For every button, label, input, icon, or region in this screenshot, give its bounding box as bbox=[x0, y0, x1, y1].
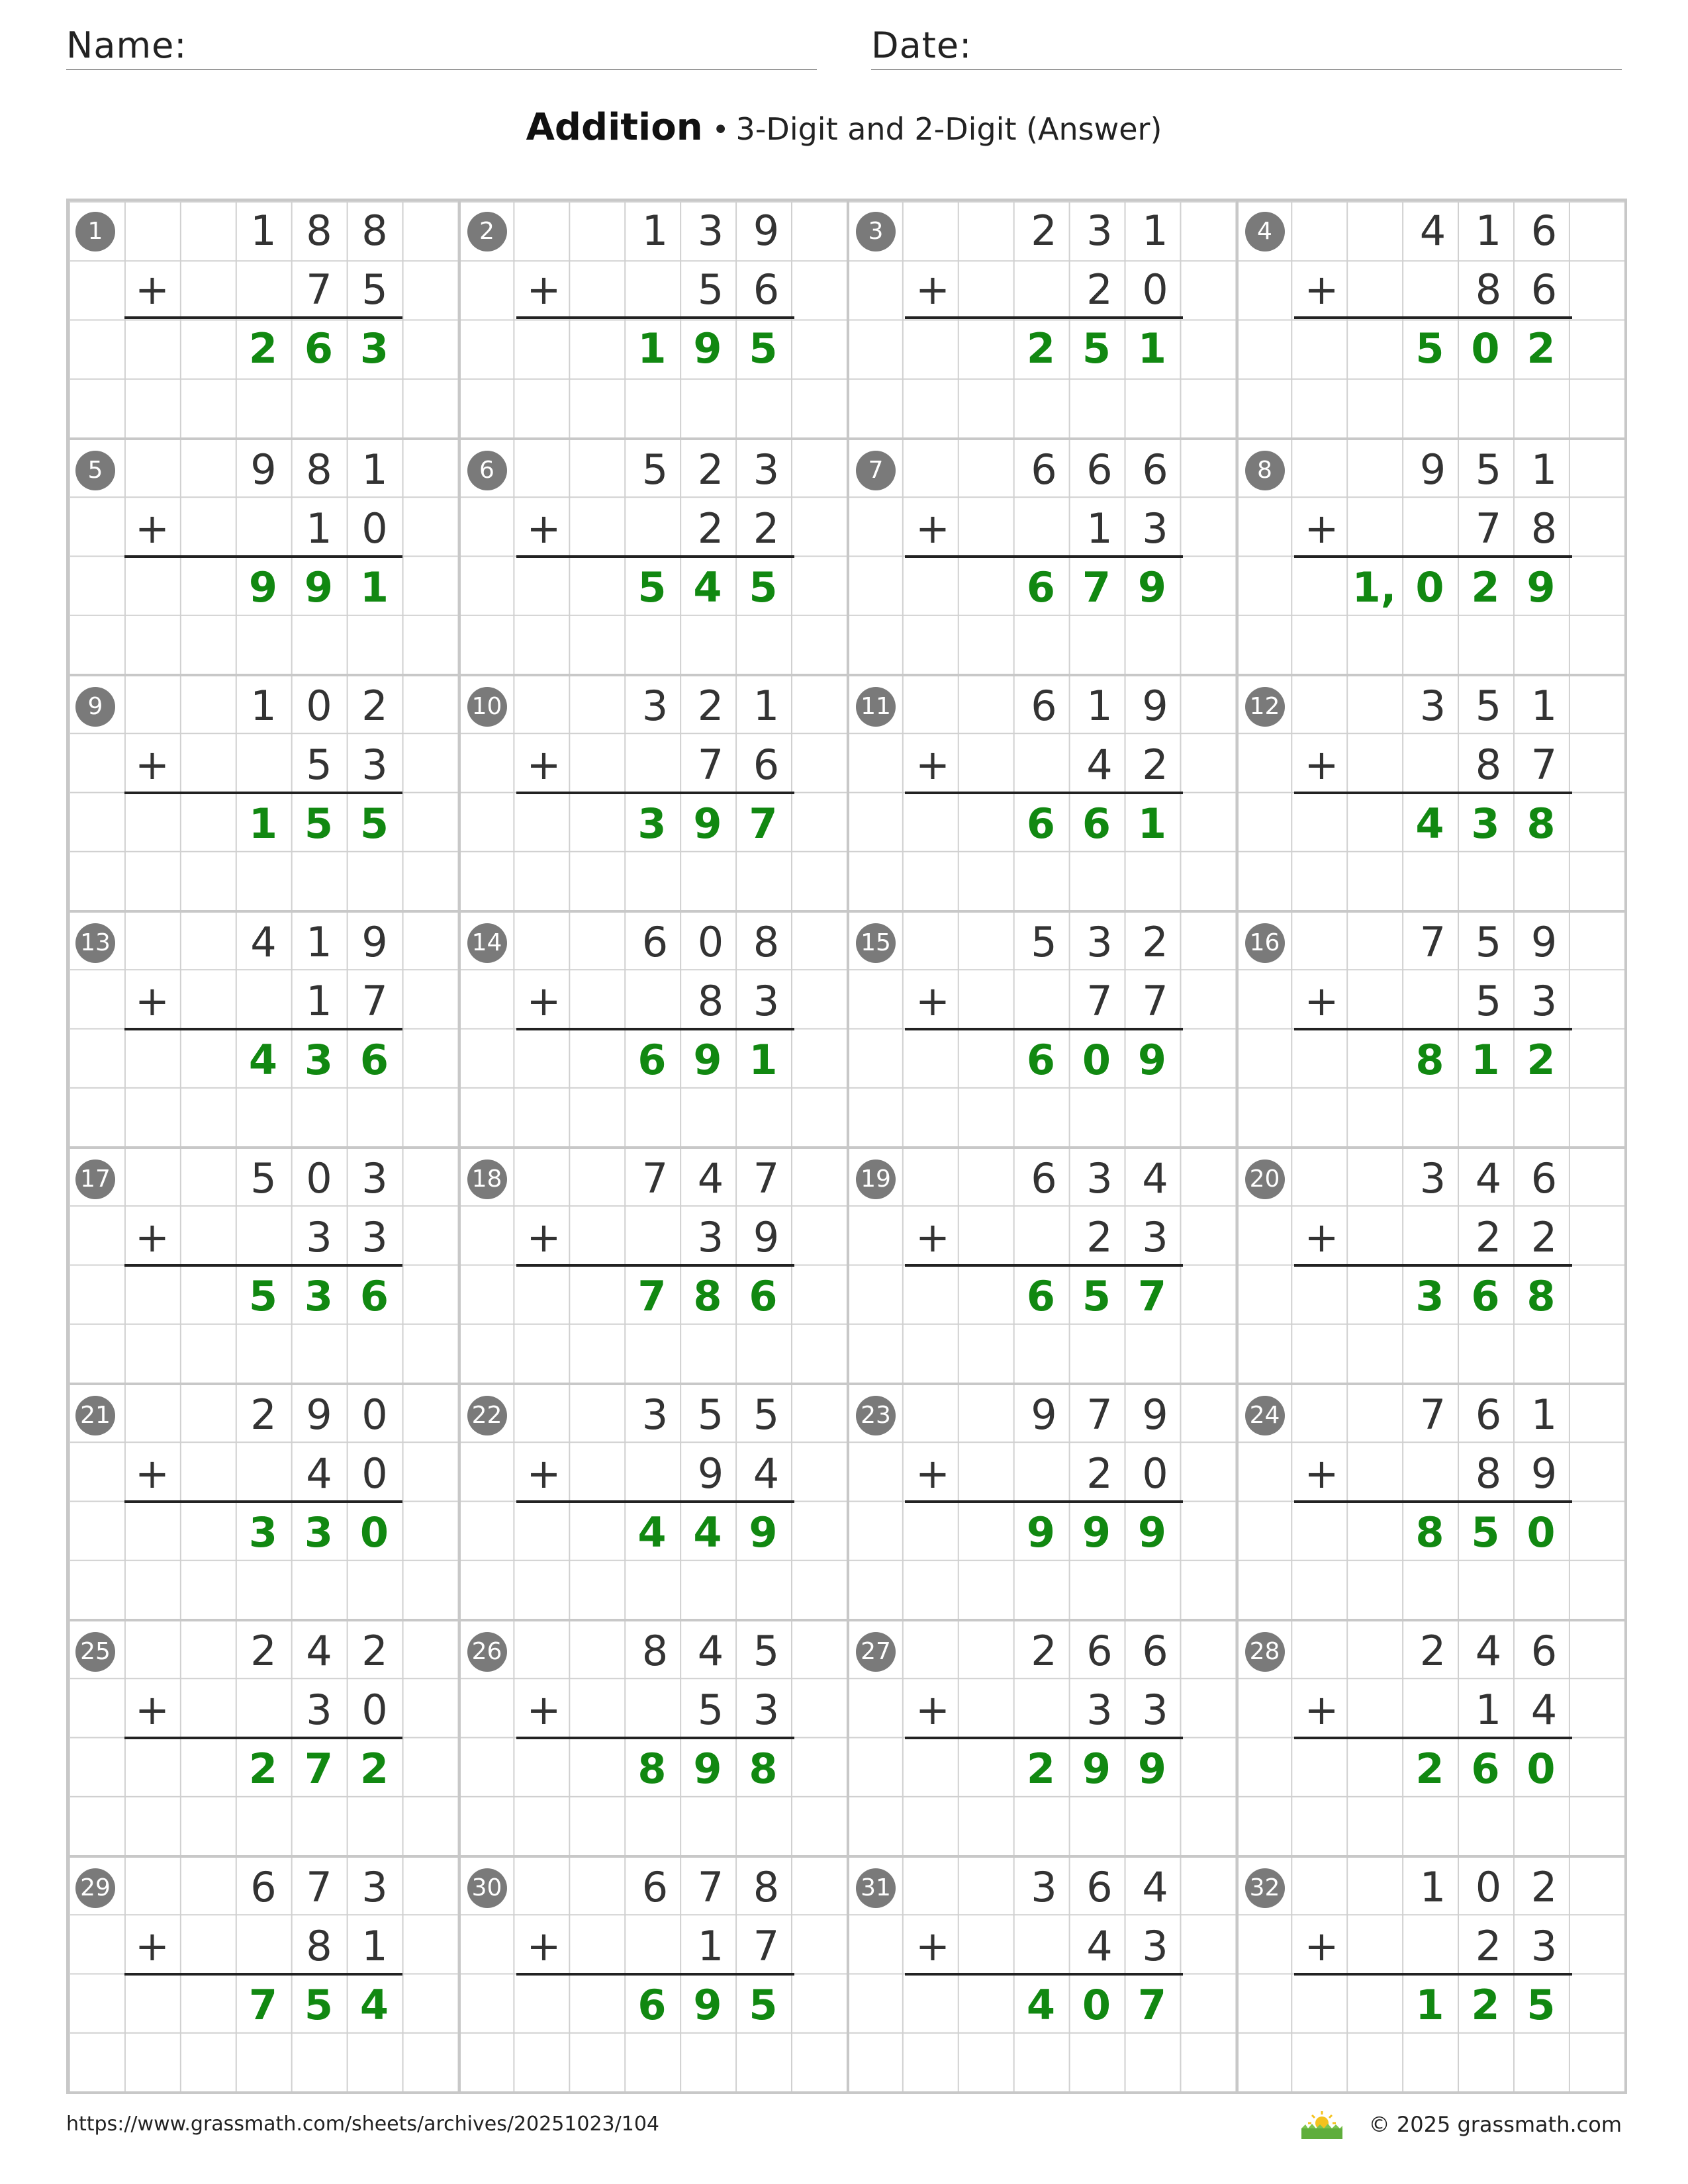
problem-number-badge: 2 bbox=[467, 212, 507, 251]
addend-bottom: 1 7 bbox=[697, 1922, 780, 1970]
problem-5 bbox=[69, 437, 458, 674]
addend-top: 6 1 9 bbox=[1031, 682, 1168, 730]
answer: 8 1 2 bbox=[1415, 1036, 1556, 1084]
addend-top: 4 1 6 bbox=[1419, 206, 1558, 255]
addend-bottom: 8 7 bbox=[1475, 741, 1558, 789]
problem-31 bbox=[847, 1855, 1236, 2091]
addend-top: 5 3 2 bbox=[1031, 918, 1168, 966]
addend-top: 4 1 9 bbox=[250, 918, 388, 966]
addend-bottom: 8 9 bbox=[1475, 1449, 1558, 1498]
addend-bottom: 8 3 bbox=[697, 977, 780, 1025]
plus-sign: + bbox=[915, 977, 950, 1025]
addend-top: 3 5 1 bbox=[1419, 682, 1558, 730]
addend-top: 7 5 9 bbox=[1419, 918, 1558, 966]
addend-top: 2 6 6 bbox=[1031, 1627, 1168, 1675]
problem-number-badge: 31 bbox=[856, 1868, 896, 1908]
addend-top: 9 5 1 bbox=[1419, 445, 1558, 494]
problem-1 bbox=[69, 201, 458, 437]
footer-copyright: © 2025 grassmath.com bbox=[1368, 2112, 1622, 2137]
answer: 1 9 5 bbox=[637, 324, 778, 373]
problem-number-badge: 3 bbox=[856, 212, 896, 251]
addend-bottom: 2 0 bbox=[1086, 265, 1168, 314]
plus-sign: + bbox=[915, 741, 950, 789]
problem-30 bbox=[458, 1855, 847, 2091]
addend-bottom: 3 9 bbox=[697, 1213, 780, 1261]
addend-bottom: 8 6 bbox=[1475, 265, 1558, 314]
plus-sign: + bbox=[1304, 741, 1339, 789]
addend-bottom: 5 6 bbox=[697, 265, 780, 314]
addend-top: 2 4 6 bbox=[1419, 1627, 1558, 1675]
plus-sign: + bbox=[526, 1686, 561, 1734]
addend-top: 2 4 2 bbox=[250, 1627, 388, 1675]
addend-bottom: 4 0 bbox=[306, 1449, 388, 1498]
addend-top: 6 6 6 bbox=[1031, 445, 1168, 494]
addend-top: 5 0 3 bbox=[250, 1154, 388, 1203]
problem-14 bbox=[458, 910, 847, 1146]
answer: 2 7 2 bbox=[248, 1745, 389, 1793]
problem-26 bbox=[458, 1619, 847, 1855]
problem-21 bbox=[69, 1383, 458, 1619]
problem-number-badge: 13 bbox=[75, 923, 115, 963]
problem-24 bbox=[1236, 1383, 1625, 1619]
answer: 7 8 6 bbox=[637, 1272, 778, 1320]
problem-19 bbox=[847, 1146, 1236, 1383]
addend-bottom: 5 3 bbox=[1475, 977, 1558, 1025]
problem-number-badge: 1 bbox=[75, 212, 115, 251]
addend-top: 6 7 3 bbox=[250, 1863, 388, 1911]
problem-6 bbox=[458, 437, 847, 674]
answer: 3 6 8 bbox=[1415, 1272, 1556, 1320]
problem-25 bbox=[69, 1619, 458, 1855]
name-field[interactable] bbox=[66, 24, 817, 70]
problem-number-badge: 21 bbox=[75, 1396, 115, 1435]
plus-sign: + bbox=[135, 1686, 169, 1734]
plus-sign: + bbox=[915, 265, 950, 314]
problem-number-badge: 11 bbox=[856, 687, 896, 727]
answer: 4 3 6 bbox=[248, 1036, 389, 1084]
addend-bottom: 2 2 bbox=[1475, 1213, 1558, 1261]
plus-sign: + bbox=[1304, 504, 1339, 553]
addend-bottom: 2 2 bbox=[697, 504, 780, 553]
addend-top: 7 6 1 bbox=[1419, 1390, 1558, 1439]
answer: 6 9 5 bbox=[637, 1981, 778, 2029]
answer: 5 0 2 bbox=[1415, 324, 1556, 373]
addend-top: 6 0 8 bbox=[641, 918, 780, 966]
addend-top: 3 2 1 bbox=[641, 682, 780, 730]
problem-number-badge: 25 bbox=[75, 1632, 115, 1672]
date-label: Date: bbox=[871, 24, 972, 66]
answer: 2 9 9 bbox=[1026, 1745, 1167, 1793]
problem-8 bbox=[1236, 437, 1625, 674]
addend-top: 2 3 1 bbox=[1031, 206, 1168, 255]
addend-top: 1 3 9 bbox=[641, 206, 780, 255]
answer: 3 3 0 bbox=[248, 1508, 389, 1557]
addend-bottom: 1 3 bbox=[1086, 504, 1168, 553]
plus-sign: + bbox=[135, 1449, 169, 1498]
problem-18 bbox=[458, 1146, 847, 1383]
problem-12 bbox=[1236, 674, 1625, 910]
addend-bottom: 2 0 bbox=[1086, 1449, 1168, 1498]
addend-bottom: 5 3 bbox=[306, 741, 388, 789]
problem-number-badge: 18 bbox=[467, 1160, 507, 1199]
addend-bottom: 7 8 bbox=[1475, 504, 1558, 553]
answer: 1 5 5 bbox=[248, 799, 389, 848]
addend-bottom: 4 2 bbox=[1086, 741, 1168, 789]
answer: 2 6 0 bbox=[1415, 1745, 1556, 1793]
answer: 4 4 9 bbox=[637, 1508, 778, 1557]
plus-sign: + bbox=[135, 1213, 169, 1261]
problem-number-badge: 19 bbox=[856, 1160, 896, 1199]
answer: 9 9 1 bbox=[248, 563, 389, 612]
addend-bottom: 7 7 bbox=[1086, 977, 1168, 1025]
addend-bottom: 1 7 bbox=[306, 977, 388, 1025]
addend-top: 3 5 5 bbox=[641, 1390, 780, 1439]
plus-sign: + bbox=[526, 1213, 561, 1261]
plus-sign: + bbox=[915, 504, 950, 553]
plus-sign: + bbox=[1304, 1213, 1339, 1261]
answer: 6 5 7 bbox=[1026, 1272, 1167, 1320]
plus-sign: + bbox=[135, 1922, 169, 1970]
plus-sign: + bbox=[1304, 977, 1339, 1025]
plus-sign: + bbox=[526, 741, 561, 789]
plus-sign: + bbox=[1304, 1449, 1339, 1498]
problem-number-badge: 15 bbox=[856, 923, 896, 963]
problem-7 bbox=[847, 437, 1236, 674]
addend-bottom: 4 3 bbox=[1086, 1922, 1168, 1970]
problem-grid bbox=[66, 199, 1627, 2094]
problem-number-badge: 30 bbox=[467, 1868, 507, 1908]
answer: 5 3 6 bbox=[248, 1272, 389, 1320]
problem-number-badge: 16 bbox=[1245, 923, 1285, 963]
problem-number-badge: 22 bbox=[467, 1396, 507, 1435]
plus-sign: + bbox=[915, 1213, 950, 1261]
addend-top: 3 4 6 bbox=[1419, 1154, 1558, 1203]
addend-bottom: 1 4 bbox=[1475, 1686, 1558, 1734]
plus-sign: + bbox=[915, 1686, 950, 1734]
plus-sign: + bbox=[526, 1449, 561, 1498]
title-subtitle: 3-Digit and 2-Digit (Answer) bbox=[735, 111, 1162, 147]
problem-number-badge: 20 bbox=[1245, 1160, 1285, 1199]
answer: 5 4 5 bbox=[637, 563, 778, 612]
problem-number-badge: 4 bbox=[1245, 212, 1285, 251]
addend-top: 9 7 9 bbox=[1031, 1390, 1168, 1439]
addend-bottom: 7 6 bbox=[697, 741, 780, 789]
problem-number-badge: 23 bbox=[856, 1396, 896, 1435]
problem-number-badge: 29 bbox=[75, 1868, 115, 1908]
problem-16 bbox=[1236, 910, 1625, 1146]
problem-number-badge: 26 bbox=[467, 1632, 507, 1672]
answer: 2 6 3 bbox=[248, 324, 389, 373]
footer-url[interactable]: https://www.grassmath.com/sheets/archives/20251023/104 bbox=[66, 2113, 660, 2136]
addend-top: 7 4 7 bbox=[641, 1154, 780, 1203]
plus-sign: + bbox=[1304, 1686, 1339, 1734]
addend-top: 1 8 8 bbox=[250, 206, 388, 255]
answer: 4 3 8 bbox=[1415, 799, 1556, 848]
problem-22 bbox=[458, 1383, 847, 1619]
footer-brand bbox=[1299, 2109, 1622, 2140]
addend-bottom: 8 1 bbox=[306, 1922, 388, 1970]
plus-sign: + bbox=[526, 265, 561, 314]
addend-top: 3 6 4 bbox=[1031, 1863, 1168, 1911]
problem-number-badge: 9 bbox=[75, 687, 115, 727]
problem-9 bbox=[69, 674, 458, 910]
plus-sign: + bbox=[135, 504, 169, 553]
title-main: Addition bbox=[526, 106, 703, 149]
answer: 1 2 5 bbox=[1415, 1981, 1556, 2029]
problem-4 bbox=[1236, 201, 1625, 437]
problem-number-badge: 6 bbox=[467, 451, 507, 490]
answer: 6 7 9 bbox=[1026, 563, 1167, 612]
addend-bottom: 9 4 bbox=[697, 1449, 780, 1498]
answer: 8 9 8 bbox=[637, 1745, 778, 1793]
addend-bottom: 2 3 bbox=[1475, 1922, 1558, 1970]
addend-top: 6 3 4 bbox=[1031, 1154, 1168, 1203]
name-label: Name: bbox=[66, 24, 187, 66]
problem-number-badge: 10 bbox=[467, 687, 507, 727]
addend-top: 2 9 0 bbox=[250, 1390, 388, 1439]
answer: 3 9 7 bbox=[637, 799, 778, 848]
problem-number-badge: 14 bbox=[467, 923, 507, 963]
addend-bottom: 3 0 bbox=[306, 1686, 388, 1734]
worksheet-title bbox=[0, 106, 1688, 149]
addend-top: 9 8 1 bbox=[250, 445, 388, 494]
problem-number-badge: 28 bbox=[1245, 1632, 1285, 1672]
problem-number-badge: 7 bbox=[856, 451, 896, 490]
problem-number-badge: 5 bbox=[75, 451, 115, 490]
addend-bottom: 3 3 bbox=[1086, 1686, 1168, 1734]
answer: 9 9 9 bbox=[1026, 1508, 1167, 1557]
problem-number-badge: 12 bbox=[1245, 687, 1285, 727]
problem-10 bbox=[458, 674, 847, 910]
problem-17 bbox=[69, 1146, 458, 1383]
problem-28 bbox=[1236, 1619, 1625, 1855]
problem-27 bbox=[847, 1619, 1236, 1855]
problem-number-badge: 32 bbox=[1245, 1868, 1285, 1908]
plus-sign: + bbox=[135, 741, 169, 789]
addend-top: 8 4 5 bbox=[641, 1627, 780, 1675]
addend-top: 5 2 3 bbox=[641, 445, 780, 494]
addend-bottom: 7 5 bbox=[306, 265, 388, 314]
plus-sign: + bbox=[1304, 1922, 1339, 1970]
problem-32 bbox=[1236, 1855, 1625, 2091]
plus-sign: + bbox=[526, 977, 561, 1025]
addend-bottom: 2 3 bbox=[1086, 1213, 1168, 1261]
plus-sign: + bbox=[135, 265, 169, 314]
plus-sign: + bbox=[526, 504, 561, 553]
addend-bottom: 3 3 bbox=[306, 1213, 388, 1261]
problem-number-badge: 24 bbox=[1245, 1396, 1285, 1435]
problem-29 bbox=[69, 1855, 458, 2091]
date-field[interactable] bbox=[871, 24, 1622, 70]
plus-sign: + bbox=[915, 1922, 950, 1970]
problem-3 bbox=[847, 201, 1236, 437]
problem-number-badge: 8 bbox=[1245, 451, 1285, 490]
problem-11 bbox=[847, 674, 1236, 910]
addend-bottom: 1 0 bbox=[306, 504, 388, 553]
answer: 7 5 4 bbox=[248, 1981, 389, 2029]
problem-20 bbox=[1236, 1146, 1625, 1383]
problem-23 bbox=[847, 1383, 1236, 1619]
answer: 2 5 1 bbox=[1026, 324, 1167, 373]
answer: 4 0 7 bbox=[1026, 1981, 1167, 2029]
answer: 6 0 9 bbox=[1026, 1036, 1167, 1084]
answer: 6 9 1 bbox=[637, 1036, 778, 1084]
problem-number-badge: 27 bbox=[856, 1632, 896, 1672]
plus-sign: + bbox=[135, 977, 169, 1025]
title-separator: • bbox=[712, 113, 729, 147]
plus-sign: + bbox=[526, 1922, 561, 1970]
answer: 1, 0 2 9 bbox=[1352, 563, 1556, 612]
addend-bottom: 5 3 bbox=[697, 1686, 780, 1734]
answer: 6 6 1 bbox=[1026, 799, 1167, 848]
plus-sign: + bbox=[1304, 265, 1339, 314]
grass-sun-logo-icon bbox=[1299, 2109, 1345, 2140]
problem-number-badge: 17 bbox=[75, 1160, 115, 1199]
problem-13 bbox=[69, 910, 458, 1146]
answer: 8 5 0 bbox=[1415, 1508, 1556, 1557]
addend-top: 1 0 2 bbox=[1419, 1863, 1558, 1911]
addend-top: 1 0 2 bbox=[250, 682, 388, 730]
problem-2 bbox=[458, 201, 847, 437]
problem-15 bbox=[847, 910, 1236, 1146]
plus-sign: + bbox=[915, 1449, 950, 1498]
addend-top: 6 7 8 bbox=[641, 1863, 780, 1911]
